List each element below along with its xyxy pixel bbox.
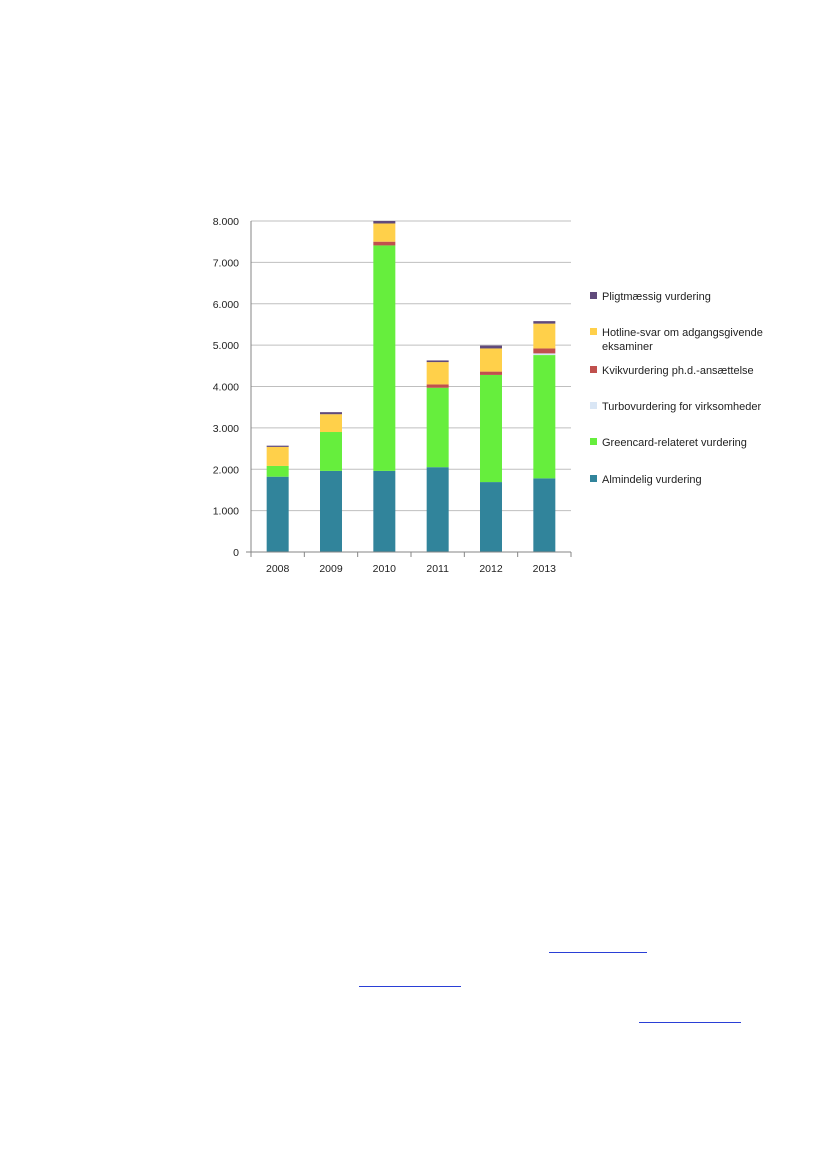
y-tick-label: 6.000 bbox=[212, 298, 239, 311]
bar-segment-2010-4 bbox=[373, 223, 395, 241]
legend-swatch bbox=[590, 292, 597, 299]
y-tick-label: 5.000 bbox=[212, 340, 239, 353]
y-tick-label: 3.000 bbox=[212, 422, 239, 435]
bar-segment-2013-0 bbox=[533, 478, 555, 552]
bar-segment-2010-3 bbox=[373, 242, 395, 246]
bar-segment-2011-0 bbox=[427, 467, 449, 552]
y-tick-label: 7.000 bbox=[212, 257, 239, 270]
y-axis-tick-labels bbox=[213, 216, 239, 559]
bar-segment-2008-1 bbox=[267, 466, 289, 477]
x-tick-label: 2012 bbox=[479, 563, 503, 575]
bar-segment-2008-5 bbox=[267, 446, 289, 447]
y-tick-label: 1.000 bbox=[212, 505, 239, 518]
legend-swatch bbox=[590, 402, 597, 409]
y-tick-label: 4.000 bbox=[212, 381, 239, 394]
legend-swatch bbox=[590, 475, 597, 482]
bar-segment-2008-0 bbox=[267, 477, 289, 552]
bar-segment-2012-5 bbox=[480, 346, 502, 349]
bar-segment-2013-2 bbox=[533, 353, 555, 355]
x-tick-label: 2009 bbox=[319, 563, 343, 575]
bar-segment-2012-3 bbox=[480, 372, 502, 375]
bar-segment-2008-4 bbox=[267, 447, 289, 466]
legend-swatch bbox=[590, 328, 597, 335]
bar-segment-2012-0 bbox=[480, 482, 502, 552]
bar-segment-2009-1 bbox=[320, 432, 342, 471]
x-tick-label: 2008 bbox=[265, 563, 290, 575]
legend-swatch bbox=[590, 366, 597, 373]
bar-segment-2010-5 bbox=[373, 221, 395, 223]
hyperlink-underline-1[interactable] bbox=[549, 952, 647, 953]
legend-label: Almindelig vurdering bbox=[602, 474, 702, 486]
legend-label: Kvikvurdering ph.d.-ansættelse bbox=[602, 365, 754, 377]
gridlines bbox=[251, 221, 571, 511]
bar-segment-2013-5 bbox=[533, 321, 555, 323]
legend-label: Greencard-relateret vurdering bbox=[602, 437, 747, 449]
bar-segment-2009-4 bbox=[320, 414, 342, 432]
x-tick-label: 2013 bbox=[532, 563, 557, 575]
bar-segment-2012-4 bbox=[480, 348, 502, 371]
bar-segment-2009-0 bbox=[320, 471, 342, 552]
bar-segment-2011-1 bbox=[427, 388, 449, 467]
legend-label: Turbovurdering for virksomheder bbox=[602, 401, 762, 413]
bar-segment-2011-4 bbox=[427, 362, 449, 384]
x-tick-label: 2011 bbox=[426, 563, 449, 575]
bar-segment-2011-3 bbox=[427, 384, 449, 387]
bar-segment-2013-4 bbox=[533, 324, 555, 349]
x-axis-tick-labels bbox=[266, 563, 556, 575]
bar-segment-2013-1 bbox=[533, 355, 555, 478]
legend-label: Pligtmæssig vurdering bbox=[602, 291, 711, 303]
bar-segment-2010-1 bbox=[373, 245, 395, 470]
legend-swatch bbox=[590, 438, 597, 445]
bar-segment-2009-5 bbox=[320, 412, 342, 414]
bar-segment-2013-3 bbox=[533, 348, 555, 353]
y-tick-label: 2.000 bbox=[212, 464, 239, 477]
y-tick-label: 0 bbox=[233, 547, 239, 559]
x-tick-label: 2010 bbox=[372, 563, 397, 575]
hyperlink-underline-2[interactable] bbox=[359, 986, 461, 987]
axes bbox=[246, 221, 571, 557]
legend-label: Hotline-svar om adgangsgivende eksaminer bbox=[602, 327, 763, 353]
bar-segment-2012-1 bbox=[480, 375, 502, 482]
legend bbox=[590, 291, 763, 486]
bar-segment-2011-5 bbox=[427, 360, 449, 362]
y-tick-label: 8.000 bbox=[212, 216, 239, 228]
bar-segment-2010-0 bbox=[373, 471, 395, 552]
hyperlink-underline-3[interactable] bbox=[639, 1022, 741, 1023]
